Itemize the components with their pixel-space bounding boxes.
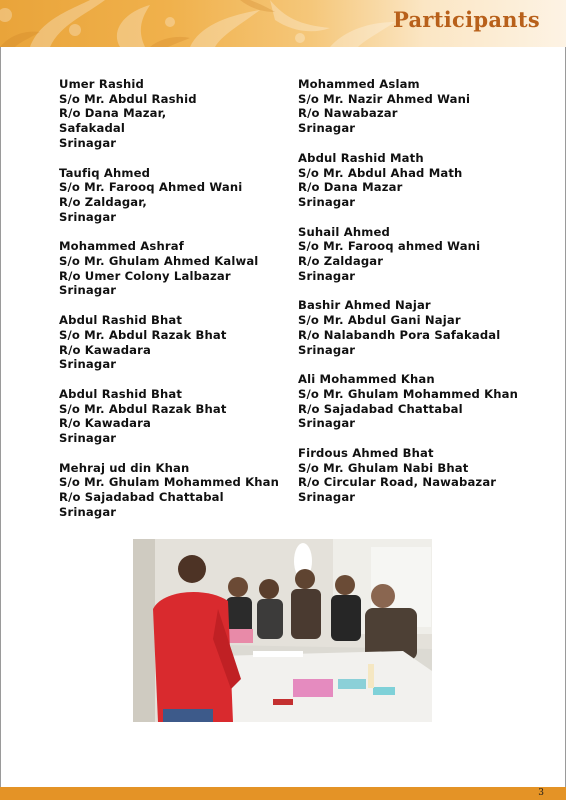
participant-entry [298,372,548,431]
workshop-photo [133,539,432,722]
participant-parent: S/o Mr. Abdul Gani Najar [298,313,461,328]
participant-address-line: Srinagar [59,283,117,298]
participant-entry [59,239,284,298]
participants-column-left [59,77,284,535]
participant-address-line: Srinagar [59,135,117,150]
participant-name: Abdul Rashid Math [298,150,424,165]
header-banner [0,0,566,47]
participant-parent: S/o Mr. Ghulam Nabi Bhat [298,460,469,475]
participant-name: Mehraj ud din Khan [59,460,190,475]
participant-entry [298,446,548,505]
participant-address-line: Srinagar [59,209,117,224]
participant-address-line: R/o Zaldagar [298,254,384,269]
participant-address-line: R/o Nalabandh Pora Safakadal [298,327,501,342]
participant-address-line: R/o Kawadara [59,342,151,357]
participant-address-line: Safakadal [59,121,126,136]
participants-column-right [298,77,548,520]
participant-parent: S/o Mr. Abdul Ahad Math [298,165,463,180]
participant-entry [59,387,284,446]
participant-entry [298,151,548,210]
participant-name: Abdul Rashid Bhat [59,313,183,328]
participant-address-line: R/o Zaldagar, [59,194,147,209]
participant-parent: S/o Mr. Ghulam Ahmed Kalwal [59,254,259,269]
participant-address-line: Srinagar [298,490,356,505]
participant-parent: S/o Mr. Abdul Rashid [59,91,197,106]
participant-address-line: Srinagar [298,268,356,283]
participant-entry [59,77,284,151]
participant-name: Ali Mohammed Khan [298,372,435,387]
participant-address-line: R/o Sajadabad Chattabal [298,401,463,416]
footer-bar [0,787,566,800]
participant-address-line: R/o Sajadabad Chattabal [59,490,224,505]
participant-address-line: R/o Umer Colony Lalbazar [59,268,231,283]
participant-address-line: Srinagar [59,504,117,519]
participant-entry [298,77,548,136]
participant-parent: S/o Mr. Abdul Razak Bhat [59,327,227,342]
participant-parent: S/o Mr. Farooq ahmed Wani [298,239,481,254]
participant-address-line: R/o Dana Mazar [298,180,403,195]
participant-address-line: Srinagar [59,431,117,446]
participant-entry [59,461,284,520]
page-title: Participants [392,7,540,32]
page-number: 3 [538,788,544,798]
participant-name: Mohammed Ashraf [59,239,184,254]
participant-parent: S/o Mr. Abdul Razak Bhat [59,401,227,416]
participant-name: Bashir Ahmed Najar [298,298,431,313]
participant-name: Suhail Ahmed [298,224,390,239]
participant-parent: S/o Mr. Ghulam Mohammed Khan [59,475,280,490]
participant-address-line: Srinagar [298,194,356,209]
participant-entry [59,166,284,225]
participant-entry [298,225,548,284]
participant-name: Mohammed Aslam [298,77,420,91]
participant-name: Umer Rashid [59,77,144,91]
participant-address-line: R/o Kawadara [59,416,151,431]
participant-parent: S/o Mr. Nazir Ahmed Wani [298,91,471,106]
participant-address-line: Srinagar [298,121,356,136]
participant-address-line: Srinagar [298,342,356,357]
participant-address-line: R/o Circular Road, Nawabazar [298,475,497,490]
participant-parent: S/o Mr. Ghulam Mohammed Khan [298,386,519,401]
participant-entry [298,298,548,357]
participant-address-line: Srinagar [298,416,356,431]
participant-name: Taufiq Ahmed [59,165,151,180]
participant-name: Abdul Rashid Bhat [59,386,183,401]
participant-name: Firdous Ahmed Bhat [298,446,434,461]
participant-entry [59,313,284,372]
participant-address-line: R/o Dana Mazar, [59,106,167,121]
participant-address-line: R/o Nawabazar [298,106,398,121]
participant-address-line: Srinagar [59,357,117,372]
participant-parent: S/o Mr. Farooq Ahmed Wani [59,180,243,195]
